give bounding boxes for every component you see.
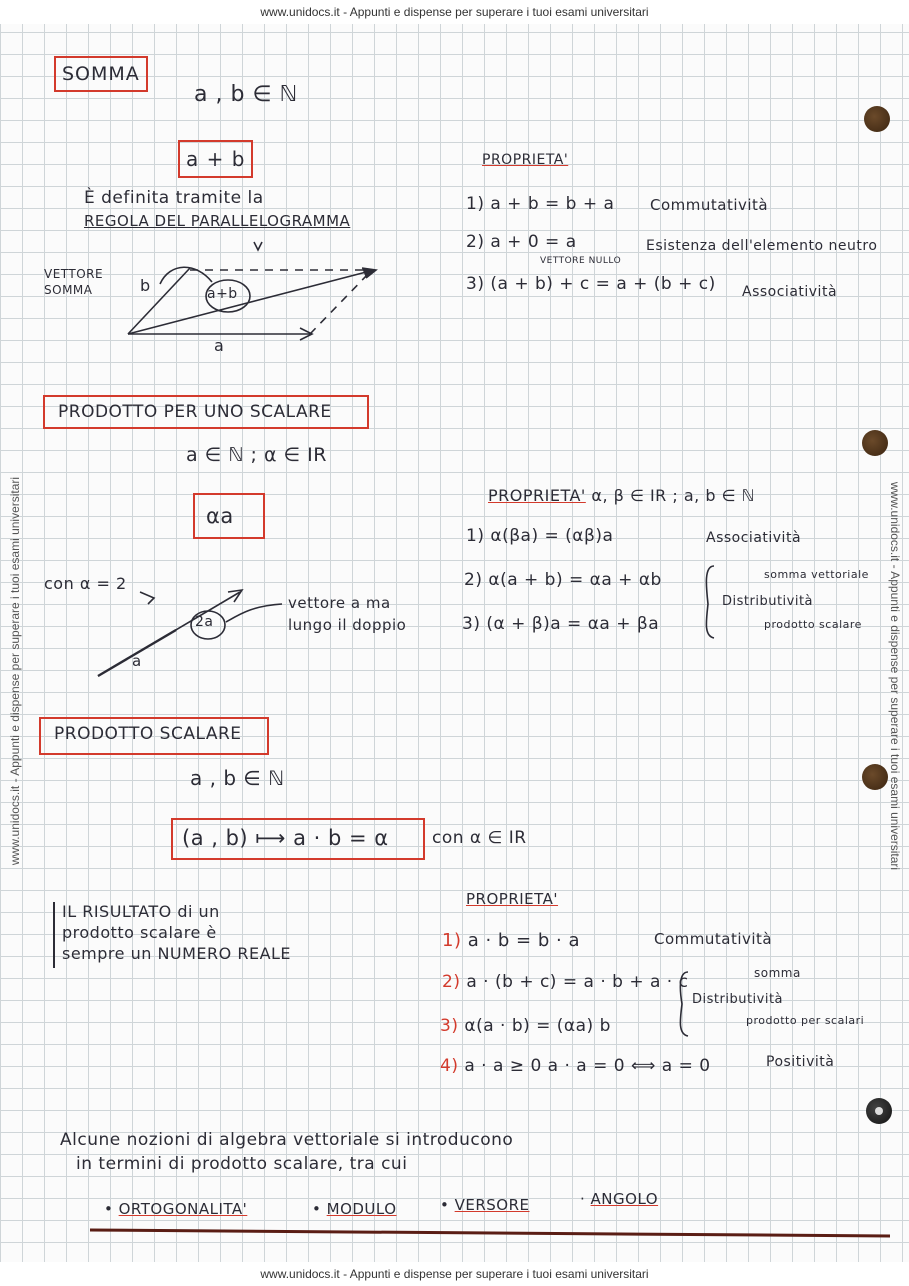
- somma-set: a , b ∈ ℕ: [194, 82, 298, 107]
- page-bottom-stroke: [90, 1230, 890, 1236]
- property-number: 2): [464, 570, 483, 590]
- nozioni-item-label: ORTOGONALITA': [118, 1200, 248, 1218]
- somma-property-3: [466, 274, 716, 294]
- prodotto-scalare-title: PRODOTTO SCALARE: [54, 724, 242, 744]
- uno-scalare-property-3: [462, 614, 659, 634]
- uno-scalare-properties-domain: α, β ∈ IR ; a, b ∈ ℕ: [591, 486, 755, 505]
- distributivity-brace-1: [706, 566, 714, 638]
- mapping-suffix: con α ∈ IR: [432, 828, 527, 848]
- alpha-arrow: [140, 592, 154, 604]
- prodotto-uno-scalare-set: a ∈ ℕ ; α ∈ IR: [186, 444, 327, 466]
- result-line3: sempre un NUMERO REALE: [62, 944, 292, 963]
- vector-a-plus-b-label: a+b: [207, 286, 238, 302]
- prodotto-scalare-property-3-note: prodotto per scalari: [746, 1014, 865, 1027]
- prodotto-scalare-property-1-name: Commutatività: [654, 930, 773, 948]
- property-number: 3): [466, 274, 485, 294]
- note-pointer: [226, 604, 282, 622]
- notebook-page: [0, 24, 909, 1262]
- property-formula: a + b = b + a: [490, 194, 615, 214]
- side-watermark-right: www.unidocs.it - Appunti e dispense per superare i tuoi esami universitari: [888, 481, 902, 871]
- property-number: 2): [442, 972, 461, 992]
- property-number: 3): [440, 1016, 459, 1036]
- prodotto-scalare-property-3: [440, 1016, 611, 1036]
- vector-2a-label: 2a: [195, 614, 214, 630]
- somma-title: SOMMA: [54, 56, 148, 92]
- nozioni-line1: Alcune nozioni di algebra vettoriale si introducono: [60, 1130, 514, 1150]
- property-formula: α(a · b) = (αa) b: [464, 1016, 611, 1036]
- example-alpha: con α = 2: [44, 574, 127, 593]
- somma-definition-line1: È definita tramite la: [84, 188, 264, 208]
- nozioni-item-4: · ANGOLO: [580, 1190, 659, 1208]
- vector-note-line2: lungo il doppio: [288, 616, 407, 634]
- somma-definition-line2: REGOLA DEL PARALLELOGRAMMA: [84, 212, 351, 230]
- top-watermark-text: www.unidocs.it - Appunti e dispense per superare i tuoi esami universitari: [260, 5, 649, 19]
- property-number: 1): [466, 194, 485, 214]
- vector-b-label: b: [140, 276, 151, 295]
- uno-scalare-property-3-note: prodotto scalare: [764, 618, 862, 631]
- top-watermark-bar: [0, 0, 909, 24]
- nozioni-item-label: ANGOLO: [590, 1190, 659, 1208]
- prodotto-uno-scalare-title: PRODOTTO PER UNO SCALARE: [58, 402, 332, 422]
- uno-scalare-property-1: [466, 526, 613, 546]
- vector-diagrams: [0, 24, 909, 1262]
- uno-scalare-group-name: Distributività: [722, 594, 814, 609]
- prodotto-scalare-property-1: [442, 930, 580, 951]
- uno-scalare-property-2: [464, 570, 662, 590]
- bottom-watermark-bar: [0, 1262, 909, 1286]
- somma-property-1-name: Commutatività: [650, 196, 769, 214]
- dashed-side-right: [310, 272, 370, 334]
- uno-scalare-properties-title: PROPRIETA': [488, 486, 586, 505]
- prodotto-scalare-property-2-note: somma: [754, 966, 801, 980]
- side-watermark-left: www.unidocs.it - Appunti e dispense per superare i tuoi esami universitari: [8, 476, 22, 866]
- nozioni-item-3: • VERSORE: [440, 1196, 530, 1214]
- vector-2a-arrowhead: [228, 590, 242, 602]
- uno-scalare-properties-header: [488, 486, 755, 505]
- nozioni-item-label: VERSORE: [454, 1196, 530, 1214]
- somma-expression: a + b: [178, 140, 253, 178]
- property-formula: α(βa) = (αβ)a: [490, 526, 614, 546]
- somma-property-2: [466, 232, 577, 252]
- mapping-expression: (a , b) ⟼ a · b = α: [182, 826, 389, 850]
- result-line1: IL RISULTATO di un: [62, 902, 220, 921]
- nozioni-line2: in termini di prodotto scalare, tra cui: [76, 1154, 408, 1174]
- uno-scalare-property-2-note: somma vettoriale: [764, 568, 869, 581]
- vector-b-line: [128, 268, 190, 334]
- property-number: 2): [466, 232, 485, 252]
- result-line2: prodotto scalare è: [62, 923, 217, 942]
- somma-property-1: [466, 194, 614, 214]
- property-number: 4): [440, 1056, 459, 1076]
- prodotto-scalare-set: a , b ∈ ℕ: [190, 766, 285, 790]
- nozioni-item-1: • ORTOGONALITA': [104, 1200, 248, 1218]
- uno-scalare-property-1-name: Associatività: [706, 530, 802, 546]
- nozioni-item-2: • MODULO: [312, 1200, 397, 1218]
- vector-a-small-label: a: [132, 652, 142, 670]
- prodotto-scalare-properties-title: PROPRIETA': [466, 890, 559, 908]
- sum-pointer-curve: [160, 267, 212, 284]
- somma-property-2-note: VETTORE NULLO: [540, 256, 622, 266]
- property-formula: (a + b) + c = a + (b + c): [490, 274, 716, 294]
- prodotto-scalare-property-4: [440, 1056, 711, 1076]
- prodotto-scalare-property-2: [442, 972, 688, 992]
- somma-property-3-name: Associatività: [742, 284, 838, 300]
- property-number: 1): [466, 526, 485, 546]
- vector-sum-line: [128, 270, 374, 334]
- bottom-watermark-text: www.unidocs.it - Appunti e dispense per superare i tuoi esami universitari: [260, 1267, 649, 1281]
- vettore-somma-label: VETTORE SOMMA: [44, 267, 104, 297]
- property-formula: a · b = b · a: [467, 930, 580, 951]
- property-formula: α(a + b) = αa + αb: [488, 570, 662, 590]
- property-formula: a + 0 = a: [490, 232, 577, 252]
- property-number: 1): [442, 930, 462, 951]
- nozioni-item-label: MODULO: [326, 1200, 397, 1218]
- somma-property-2-name: Esistenza dell'elemento neutro: [646, 238, 878, 254]
- property-formula: a · (b + c) = a · b + a · c: [466, 972, 689, 992]
- property-formula: (α + β)a = αa + βa: [486, 614, 660, 634]
- vector-a-label: a: [214, 336, 225, 355]
- alpha-a-expression: αa: [206, 504, 234, 528]
- prodotto-scalare-property-4-name: Positività: [766, 1054, 835, 1070]
- vector-sum-arrowhead: [362, 268, 376, 278]
- vector-note-line1: vettore a ma: [288, 594, 391, 612]
- prodotto-scalare-group-name: Distributività: [692, 992, 784, 1007]
- property-number: 3): [462, 614, 481, 634]
- property-formula: a · a ≥ 0 a · a = 0 ⟺ a = 0: [464, 1056, 711, 1076]
- somma-properties-title: PROPRIETA': [482, 152, 569, 168]
- down-arrow-mark: [254, 242, 262, 250]
